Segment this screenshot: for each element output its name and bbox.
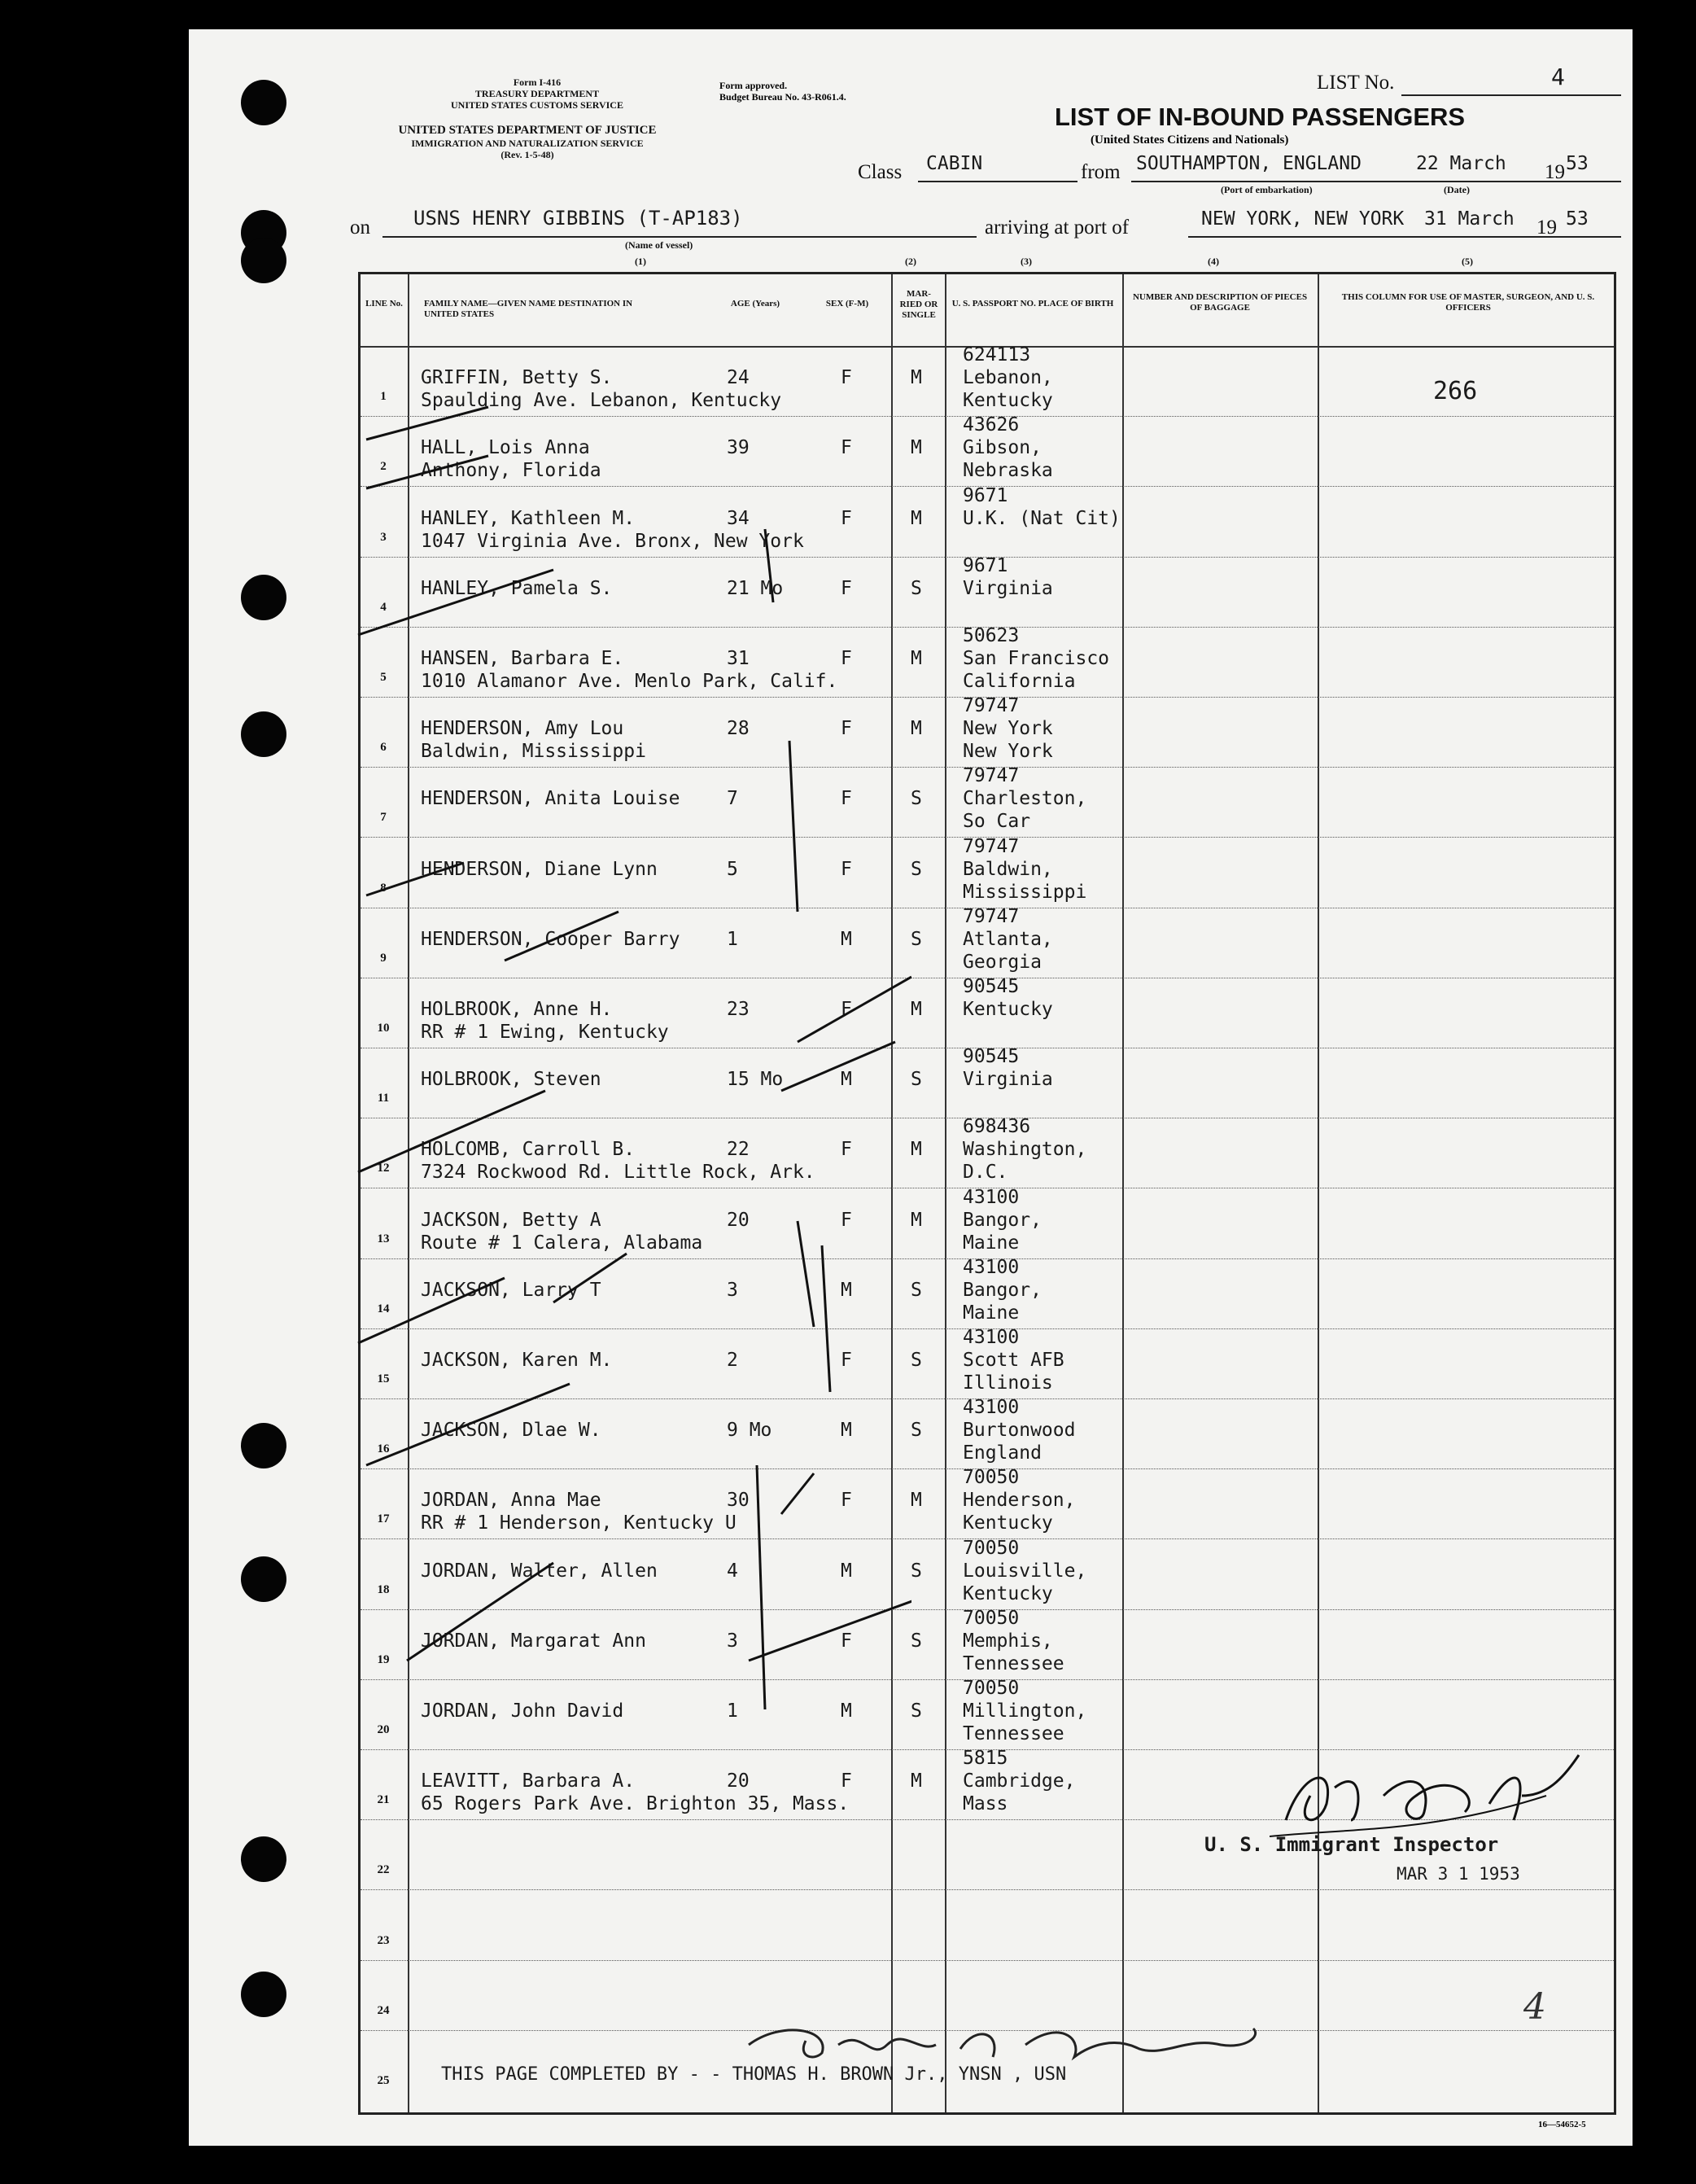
line-number: 10 [377,1021,390,1035]
passport-number: 70050 [963,1467,1020,1489]
birthplace-line1: Scott AFB [963,1349,1064,1371]
marital-status: M [911,1209,922,1231]
port-embark-caption: (Port of embarkation) [1221,184,1313,195]
passenger-name: HENDERSON, Anita Louise [421,788,680,810]
punch-hole [241,238,286,283]
date-caption: (Date) [1444,184,1470,195]
marital-status: M [911,718,922,740]
col-num-2: (2) [905,256,916,267]
passenger-destination: 65 Rogers Park Ave. Brighton 35, Mass. [421,1793,850,1815]
inspector-title: U. S. Immigrant Inspector [1204,1833,1499,1856]
form-subtitle: (United States Citizens and Nationals) [1091,133,1289,147]
justice-dept: UNITED STATES DEPARTMENT OF JUSTICE [398,124,657,137]
line-number: 18 [377,1582,390,1596]
punch-hole [241,1972,286,2017]
list-no-value: 4 [1551,63,1565,90]
marital-status: S [911,1700,922,1722]
marital-status: M [911,1139,922,1161]
embark-year-prefix: 19 [1545,161,1565,183]
passenger-destination: Anthony, Florida [421,460,601,482]
on-label: on [350,217,370,239]
col-header-officers: THIS COLUMN FOR USE OF MASTER, SURGEON, AND U. S. OFFICERS [1341,292,1595,313]
line-number: 19 [377,1652,390,1666]
passenger-name: JORDAN, Walter, Allen [421,1560,658,1582]
passenger-name: HANLEY, Kathleen M. [421,507,636,529]
marital-status: S [911,928,922,950]
line-number: 5 [380,670,387,684]
embark-date: 22 March [1416,153,1506,174]
passenger-age: 15 Mo [727,1069,784,1091]
line-number: 24 [377,2003,390,2017]
passenger-age: 1 [727,928,738,950]
passenger-sex: F [841,507,852,529]
marital-status: S [911,1279,922,1301]
passenger-destination: 1010 Alamanor Ave. Menlo Park, Calif. [421,670,838,692]
arrival-underline [1188,236,1621,238]
marital-status: M [911,367,922,389]
marital-status: M [911,647,922,669]
birthplace-line2: Nebraska [963,460,1053,482]
passport-number: 50623 [963,625,1020,646]
passport-number: 43100 [963,1256,1020,1278]
passport-number: 70050 [963,1537,1020,1559]
birthplace-line1: Washington, [963,1139,1087,1161]
birthplace-line1: Louisville, [963,1560,1087,1582]
passenger-name: JACKSON, Karen M. [421,1349,613,1371]
port-embarkation: SOUTHAMPTON, ENGLAND [1136,153,1362,174]
birthplace-line1: Henderson, [963,1490,1076,1512]
col-num-4: (4) [1208,256,1219,267]
birthplace-line1: U.K. (Nat Cit) [963,507,1121,529]
line-number: 3 [380,530,387,544]
passenger-sex: M [841,928,852,950]
birthplace-line2: Kentucky [963,1582,1053,1604]
treasury-dept: TREASURY DEPARTMENT [474,88,600,99]
punch-hole [241,711,286,757]
form-title: LIST OF IN-BOUND PASSENGERS [1055,103,1466,131]
passport-number: 43626 [963,414,1020,436]
col-header-line: LINE No. [365,299,403,309]
form-approved: Form approved. [719,80,788,91]
passenger-sex: M [841,1069,852,1091]
marital-status: S [911,1630,922,1652]
passenger-name: JACKSON, Dlae W. [421,1420,601,1442]
vessel-name: USNS HENRY GIBBINS (T-AP183) [413,207,743,230]
line-number: 8 [380,881,387,895]
vessel-caption: (Name of vessel) [625,239,693,251]
passenger-name: HENDERSON, Amy Lou [421,718,624,740]
arrival-port: NEW YORK, NEW YORK [1201,208,1405,230]
marital-status: S [911,788,922,810]
birthplace-line1: Virginia [963,577,1053,599]
passenger-sex: F [841,1770,852,1792]
passenger-sex: F [841,1630,852,1652]
passport-number: 70050 [963,1607,1020,1629]
arrival-date: 31 March [1424,208,1515,230]
passport-number: 9671 [963,484,1008,506]
completer-signature [732,2012,1302,2069]
passenger-age: 5 [727,858,738,880]
passenger-age: 4 [727,1560,738,1582]
birthplace-line2: So Car [963,811,1031,833]
form-number: Form I-416 [513,77,562,88]
passport-number: 9671 [963,554,1008,576]
punch-hole [241,1423,286,1468]
ins-service: IMMIGRATION AND NATURALIZATION SERVICE [411,138,644,149]
passenger-age: 9 Mo [727,1420,772,1442]
tally-marks [342,391,911,1823]
arriving-label: arriving at port of [985,217,1130,239]
col-header-married: MAR- RIED OR SINGLE [899,289,938,320]
birthplace-line2: California [963,670,1076,692]
line-number: 25 [377,2073,390,2087]
list-no-underline [1401,94,1621,96]
passport-number: 79747 [963,905,1020,927]
passenger-sex: M [841,1560,852,1582]
marital-status: M [911,507,922,529]
line-number: 12 [377,1162,390,1175]
passport-number: 70050 [963,1678,1020,1699]
passenger-age: 3 [727,1279,738,1301]
marital-status: S [911,1069,922,1091]
page-mark: 4 [1523,1986,1546,2028]
punch-hole [241,575,286,620]
birthplace-line1: Bangor, [963,1209,1042,1231]
revision: (Rev. 1-5-48) [500,149,554,160]
passenger-sex: F [841,437,852,459]
marital-status: S [911,577,922,599]
passenger-sex: F [841,858,852,880]
passenger-age: 39 [727,437,750,459]
line-number: 20 [377,1722,390,1736]
passenger-sex: F [841,788,852,810]
passenger-age: 34 [727,507,750,529]
passport-number: 90545 [963,1046,1020,1068]
passenger-age: 31 [727,647,750,669]
form-header-justice [340,124,715,160]
passenger-name: JORDAN, Margarat Ann [421,1630,646,1652]
line-number: 1 [380,390,387,404]
passenger-sex: M [841,1279,852,1301]
birthplace-line2: Tennessee [963,1652,1064,1674]
passenger-sex: F [841,577,852,599]
punch-hole [241,1836,286,1882]
line-number: 2 [380,460,387,474]
birthplace-line1: Baldwin, [963,858,1053,880]
passenger-sex: F [841,367,852,389]
passenger-name: HENDERSON, Diane Lynn [421,858,658,880]
passport-number: 79747 [963,695,1020,717]
passenger-sex: F [841,1490,852,1512]
form-header-treasury [391,77,684,111]
passenger-name: HALL, Lois Anna [421,437,590,459]
passport-number: 43100 [963,1327,1020,1348]
line-number: 9 [380,951,387,965]
birthplace-line2: Georgia [963,951,1042,973]
col-header-sex: SEX (F-M) [825,299,869,309]
passenger-age: 30 [727,1490,750,1512]
table-row [361,1889,1614,1959]
passenger-name: HANSEN, Barbara E. [421,647,624,669]
passenger-age: 21 Mo [727,577,784,599]
marital-status: M [911,998,922,1020]
passenger-destination: 1047 Virginia Ave. Bronx, New York [421,530,804,552]
col-num-5: (5) [1462,256,1473,267]
passenger-sex: F [841,998,852,1020]
inspector-signature [1270,1747,1611,1845]
budget-bureau: Budget Bureau No. 43-R061.4. [719,91,846,103]
marital-status: M [911,1490,922,1512]
passenger-age: 28 [727,718,750,740]
vessel-underline [382,236,977,238]
form-approval [719,80,846,103]
passport-number: 624113 [963,344,1031,366]
passenger-age: 23 [727,998,750,1020]
line-number: 15 [377,1372,390,1385]
marital-status: S [911,858,922,880]
birthplace-line2: Mississippi [963,881,1087,903]
passenger-name: HENDERSON, Cooper Barry [421,928,680,950]
inspector-stamp-date: MAR 3 1 1953 [1397,1864,1520,1884]
punch-hole [241,80,286,125]
passenger-name: LEAVITT, Barbara A. [421,1770,636,1792]
passport-number: 43100 [963,1397,1020,1419]
birthplace-line1: Memphis, [963,1630,1053,1652]
birthplace-line2: England [963,1442,1042,1464]
birthplace-line1: Gibson, [963,437,1042,459]
class-value: CABIN [926,153,983,174]
punch-hole [241,1556,286,1602]
passenger-name: HOLBROOK, Anne H. [421,998,613,1020]
line-number: 13 [377,1232,390,1245]
passport-number: 90545 [963,976,1020,997]
birthplace-line2: Maine [963,1302,1020,1324]
birthplace-line2: D.C. [963,1162,1008,1184]
line-number: 4 [380,600,387,614]
birthplace-line2: Illinois [963,1372,1053,1394]
form-code: 16—54652-5 [1538,2120,1586,2129]
passport-number: 79747 [963,765,1020,787]
birthplace-line1: San Francisco [963,647,1110,669]
marital-status: M [911,437,922,459]
col-header-baggage: NUMBER AND DESCRIPTION OF PIECES OF BAGGAGE [1132,292,1308,313]
passenger-destination: RR # 1 Ewing, Kentucky [421,1021,669,1043]
passenger-sex: F [841,1139,852,1161]
line-number: 14 [377,1302,390,1315]
passenger-name: HANLEY, Pamela S. [421,577,613,599]
passenger-age: 24 [727,367,750,389]
birthplace-line2: Kentucky [963,390,1053,412]
officer-note: 266 [1433,377,1478,406]
passenger-name: JACKSON, Betty A [421,1209,601,1231]
passport-number: 79747 [963,835,1020,857]
passenger-name: JACKSON, Larry T [421,1279,601,1301]
marital-status: S [911,1560,922,1582]
passenger-age: 7 [727,788,738,810]
passenger-sex: F [841,1349,852,1371]
col-num-3: (3) [1021,256,1032,267]
passenger-destination: Spaulding Ave. Lebanon, Kentucky [421,390,782,412]
embark-year: 53 [1566,153,1589,174]
from-label: from [1081,161,1121,183]
arrival-year-prefix: 19 [1536,217,1557,239]
passenger-sex: F [841,718,852,740]
passenger-destination: Baldwin, Mississippi [421,741,646,763]
line-number: 22 [377,1863,390,1877]
birthplace-line1: Kentucky [963,998,1053,1020]
marital-status: S [911,1349,922,1371]
birthplace-line1: Bangor, [963,1279,1042,1301]
passenger-sex: M [841,1420,852,1442]
birthplace-line1: Charleston, [963,788,1087,810]
passport-number: 698436 [963,1116,1031,1138]
passenger-name: GRIFFIN, Betty S. [421,367,613,389]
passenger-age: 20 [727,1209,750,1231]
passenger-sex: F [841,647,852,669]
col-header-name: FAMILY NAME—GIVEN NAME DESTINATION IN UNITED STATES [424,299,633,319]
passenger-name: HOLCOMB, Carroll B. [421,1139,636,1161]
completed-by: THIS PAGE COMPLETED BY - - THOMAS H. BROWN Jr., YNSN , USN [441,2064,1067,2085]
passenger-age: 22 [727,1139,750,1161]
line-number: 16 [377,1442,390,1456]
birthplace-line1: Lebanon, [963,367,1053,389]
line-number: 11 [377,1092,390,1105]
birthplace-line2: Tennessee [963,1722,1064,1744]
birthplace-line1: Cambridge, [963,1770,1076,1792]
line-number: 23 [377,1933,390,1947]
line-number: 7 [380,811,387,825]
list-no-label: LIST No. [1317,72,1395,94]
birthplace-line1: New York [963,718,1053,740]
birthplace-line1: Virginia [963,1069,1053,1091]
passenger-name: HOLBROOK, Steven [421,1069,601,1091]
birthplace-line2: Kentucky [963,1512,1053,1534]
customs-service: UNITED STATES CUSTOMS SERVICE [451,99,623,111]
passenger-age: 3 [727,1630,738,1652]
birthplace-line1: Burtonwood [963,1420,1076,1442]
passenger-destination: 7324 Rockwood Rd. Little Rock, Ark. [421,1162,815,1184]
col-header-age: AGE (Years) [730,299,780,309]
passport-number: 5815 [963,1748,1008,1770]
line-number: 6 [380,741,387,755]
passenger-age: 2 [727,1349,738,1371]
passport-number: 43100 [963,1186,1020,1208]
passenger-destination: Route # 1 Calera, Alabama [421,1232,703,1254]
col-num-1: (1) [635,256,646,267]
arrival-year: 53 [1566,208,1589,230]
marital-status: M [911,1770,922,1792]
col-header-passport: U. S. PASSPORT NO. PLACE OF BIRTH [951,299,1114,309]
birthplace-line2: New York [963,741,1053,763]
birthplace-line2: Mass [963,1793,1008,1815]
passenger-sex: F [841,1209,852,1231]
embark-underline [1131,181,1621,182]
birthplace-line1: Atlanta, [963,928,1053,950]
marital-status: S [911,1420,922,1442]
passenger-name: JORDAN, Anna Mae [421,1490,601,1512]
birthplace-line2: Maine [963,1232,1020,1254]
class-label: Class [858,161,903,183]
line-number: 21 [377,1793,390,1807]
birthplace-line1: Millington, [963,1700,1087,1722]
passenger-age: 20 [727,1770,750,1792]
line-number: 17 [377,1512,390,1526]
class-underline [918,181,1077,182]
passenger-sex: M [841,1700,852,1722]
passenger-age: 1 [727,1700,738,1722]
passenger-name: JORDAN, John David [421,1700,624,1722]
passenger-destination: RR # 1 Henderson, Kentucky U [421,1512,737,1534]
